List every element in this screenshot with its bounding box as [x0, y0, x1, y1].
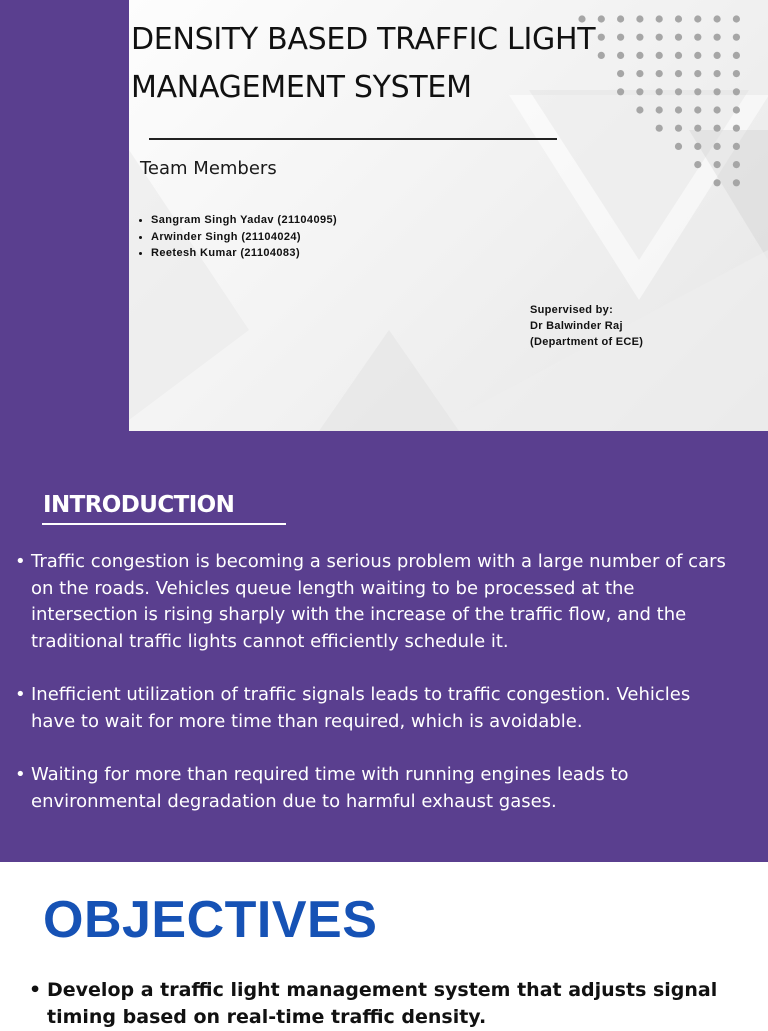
objectives-slide — [0, 862, 768, 1028]
introduction-bullets — [14, 549, 734, 842]
title-card — [129, 0, 768, 431]
decorative-dot — [675, 143, 682, 150]
page-title: DENSITY BASED TRAFFIC LIGHT MANAGEMENT SYSTEM — [131, 22, 596, 105]
decorative-dot — [694, 15, 701, 22]
decorative-dot — [714, 161, 721, 168]
title-divider — [149, 138, 557, 140]
decorative-dot — [694, 34, 701, 41]
title-slide — [0, 0, 768, 431]
decorative-dot — [733, 70, 740, 77]
decorative-dot — [656, 125, 663, 132]
decorative-dot — [694, 106, 701, 113]
team-member-item: • Sangram Singh Yadav (21104095) — [151, 212, 337, 229]
decorative-dot — [733, 106, 740, 113]
introduction-bullet: • Inefficient utilization of traffic signals leads to traffic congestion. Vehicles have to wait for more time than required, which is avoidable. — [14, 682, 734, 735]
team-members-heading: Team Members — [140, 158, 277, 179]
decorative-dot — [733, 52, 740, 59]
decorative-dot — [714, 15, 721, 22]
team-members-list — [137, 212, 337, 262]
decorative-dot — [714, 88, 721, 95]
decorative-dot — [714, 70, 721, 77]
decorative-dot — [714, 143, 721, 150]
decorative-dot — [714, 106, 721, 113]
supervisor-block — [530, 302, 643, 350]
decorative-dot — [733, 125, 740, 132]
decorative-dot — [733, 161, 740, 168]
supervisor-department: (Department of ECE) — [530, 336, 644, 348]
decorative-dot — [733, 34, 740, 41]
supervisor-label: Supervised by: — [530, 304, 614, 316]
team-member-item: • Reetesh Kumar (21104083) — [151, 245, 337, 262]
decorative-dot — [694, 125, 701, 132]
decorative-dot — [694, 88, 701, 95]
decorative-dot — [714, 52, 721, 59]
decorative-dot — [694, 52, 701, 59]
decorative-dot — [733, 15, 740, 22]
introduction-underline — [42, 523, 286, 525]
decorative-dot — [714, 34, 721, 41]
supervisor-name: Dr Balwinder Raj — [530, 320, 623, 332]
introduction-bullet: • Waiting for more than required time with running engines leads to environmental degradation due to harmful exhaust gases. — [14, 762, 734, 815]
introduction-slide — [0, 431, 768, 862]
decorative-dot — [733, 179, 740, 186]
objectives-bullets — [28, 977, 728, 1031]
decorative-dot — [694, 143, 701, 150]
decorative-dot — [694, 70, 701, 77]
objectives-heading: OBJECTIVES — [43, 891, 378, 949]
team-member-item: • Arwinder Singh (21104024) — [151, 229, 337, 246]
objective-bullet: • Develop a traffic light management system that adjusts signal timing based on real-time traffic density. — [28, 977, 728, 1031]
decorative-dot — [733, 88, 740, 95]
decorative-dot — [714, 179, 721, 186]
introduction-bullet: • Traffic congestion is becoming a serious problem with a large number of cars on the roads. Vehicles queue length waiting to be processed at the intersection is rising sharply with the increase of the traffic flow, and the traditional traffic lights cannot efficiently schedule it. — [14, 549, 734, 655]
decorative-dot — [733, 143, 740, 150]
introduction-heading: INTRODUCTION — [43, 492, 235, 518]
decorative-dot — [694, 161, 701, 168]
decorative-dot — [714, 125, 721, 132]
decorative-dot — [675, 125, 682, 132]
